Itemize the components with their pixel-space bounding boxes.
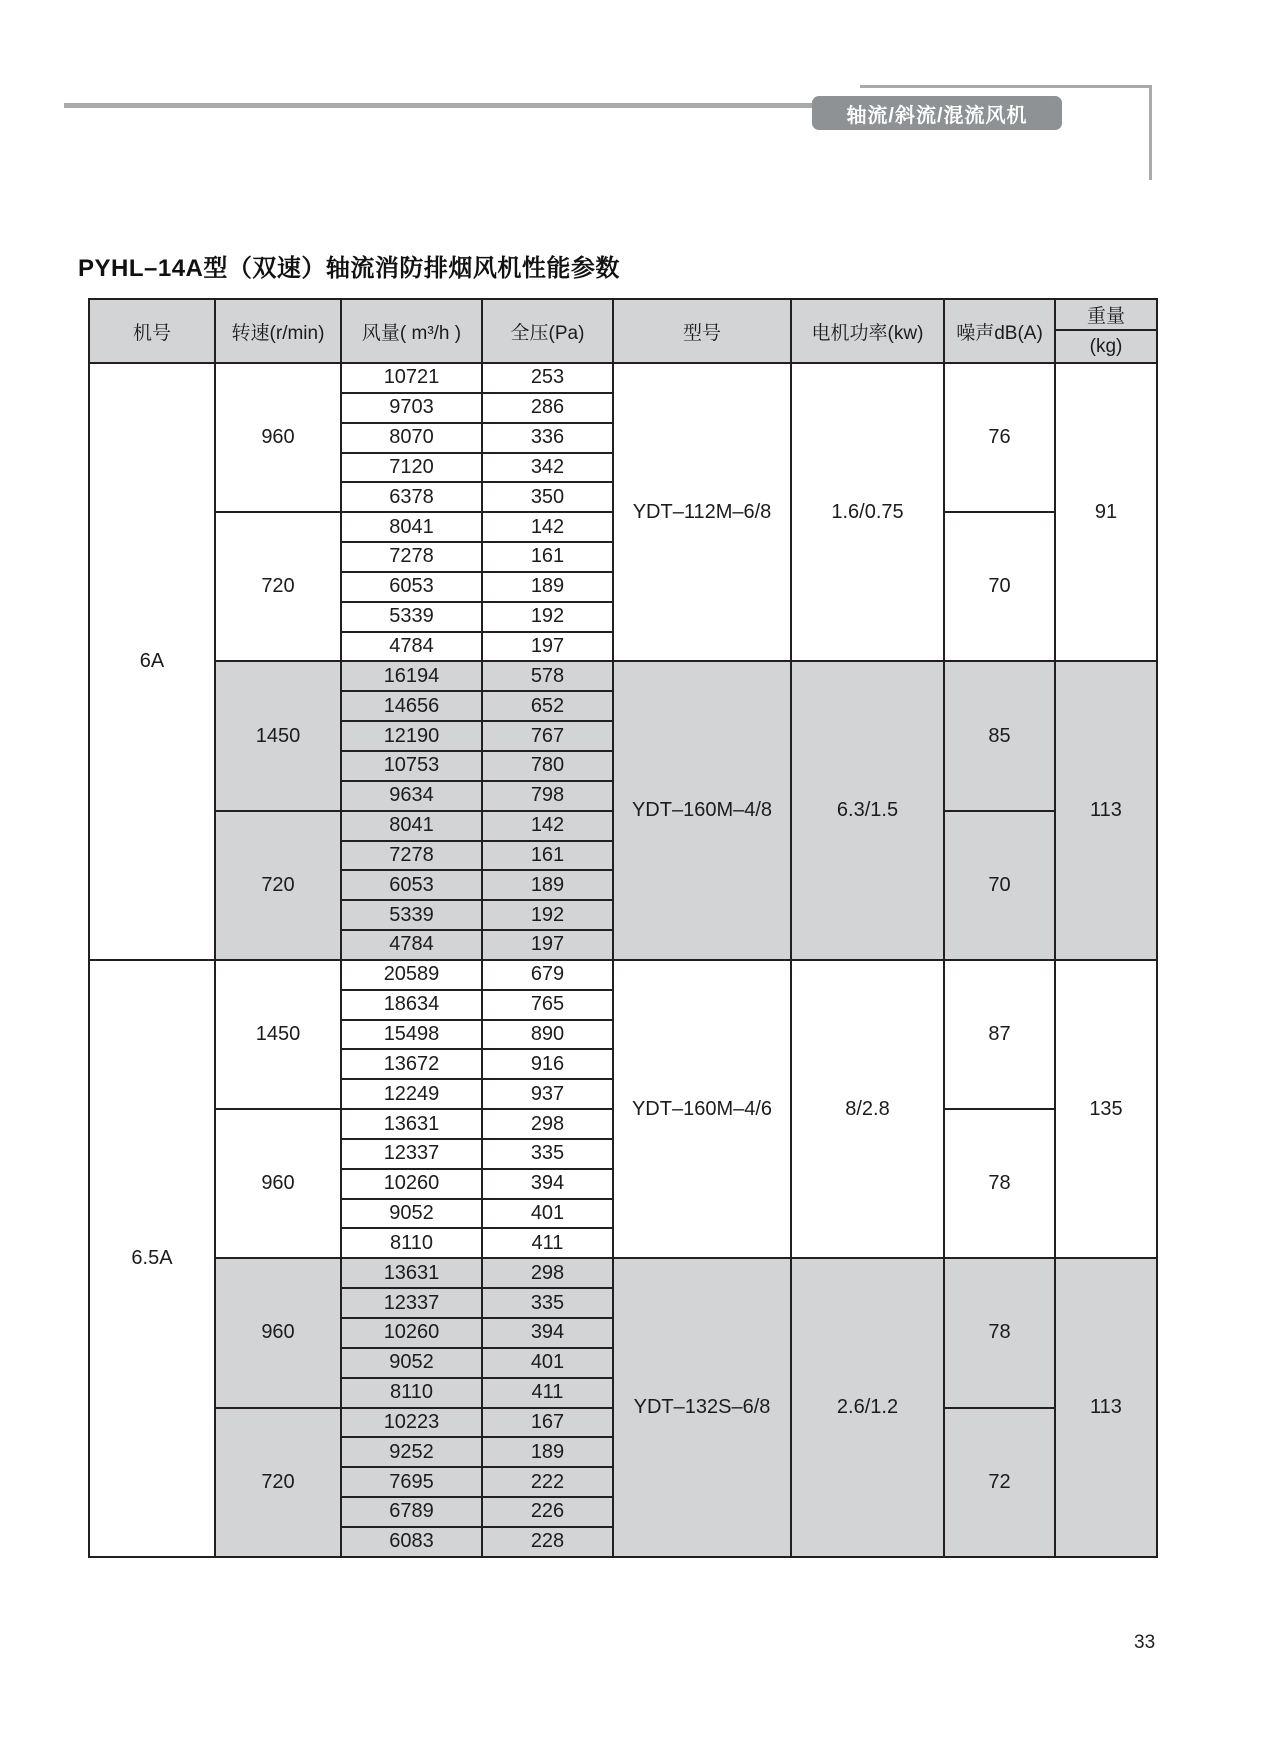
flow-cell: 7120 xyxy=(341,453,482,483)
speed-cell: 720 xyxy=(215,512,341,661)
flow-cell: 9252 xyxy=(341,1437,482,1467)
weight-cell: 135 xyxy=(1055,960,1157,1258)
pressure-cell: 937 xyxy=(482,1079,613,1109)
power-cell: 8/2.8 xyxy=(791,960,944,1258)
page-number: 33 xyxy=(1134,1632,1156,1653)
flow-cell: 10753 xyxy=(341,751,482,781)
flow-cell: 9052 xyxy=(341,1199,482,1229)
pressure-cell: 222 xyxy=(482,1467,613,1497)
category-badge: 轴流/斜流/混流风机 xyxy=(812,96,1062,130)
header-power: 电机功率(kw) xyxy=(791,299,944,363)
flow-cell: 6789 xyxy=(341,1497,482,1527)
flow-cell: 10223 xyxy=(341,1408,482,1438)
table-header xyxy=(89,299,1157,363)
pressure-cell: 192 xyxy=(482,900,613,930)
model-cell: YDT–132S–6/8 xyxy=(613,1258,791,1556)
pressure-cell: 161 xyxy=(482,841,613,871)
table-body xyxy=(89,363,1157,1557)
pressure-cell: 411 xyxy=(482,1228,613,1258)
header-pressure: 全压(Pa) xyxy=(482,299,613,363)
pressure-cell: 189 xyxy=(482,870,613,900)
pressure-cell: 336 xyxy=(482,423,613,453)
pressure-cell: 401 xyxy=(482,1199,613,1229)
header-weight-unit: (kg) xyxy=(1055,330,1157,363)
flow-cell: 8041 xyxy=(341,811,482,841)
header-noise: 噪声dB(A) xyxy=(944,299,1055,363)
table-row xyxy=(89,1258,1157,1288)
noise-cell: 78 xyxy=(944,1258,1055,1407)
pressure-cell: 578 xyxy=(482,661,613,691)
flow-cell: 12337 xyxy=(341,1139,482,1169)
flow-cell: 9052 xyxy=(341,1348,482,1378)
speed-cell: 720 xyxy=(215,811,341,960)
header-speed: 转速(r/min) xyxy=(215,299,341,363)
table-row xyxy=(89,960,1157,990)
noise-cell: 76 xyxy=(944,363,1055,512)
power-cell: 6.3/1.5 xyxy=(791,661,944,959)
flow-cell: 4784 xyxy=(341,930,482,960)
header-model: 型号 xyxy=(613,299,791,363)
pressure-cell: 197 xyxy=(482,632,613,662)
flow-cell: 6083 xyxy=(341,1527,482,1557)
flow-cell: 8041 xyxy=(341,512,482,542)
speed-cell: 960 xyxy=(215,363,341,512)
speed-cell: 1450 xyxy=(215,960,341,1109)
flow-cell: 9634 xyxy=(341,781,482,811)
flow-cell: 8070 xyxy=(341,423,482,453)
flow-cell: 18634 xyxy=(341,990,482,1020)
pressure-cell: 411 xyxy=(482,1378,613,1408)
flow-cell: 16194 xyxy=(341,661,482,691)
pressure-cell: 342 xyxy=(482,453,613,483)
pressure-cell: 226 xyxy=(482,1497,613,1527)
weight-cell: 113 xyxy=(1055,661,1157,959)
flow-cell: 5339 xyxy=(341,900,482,930)
decor-corner-line-horizontal xyxy=(860,85,1152,88)
noise-cell: 78 xyxy=(944,1109,1055,1258)
pressure-cell: 916 xyxy=(482,1049,613,1079)
flow-cell: 7278 xyxy=(341,542,482,572)
decor-thick-line xyxy=(64,103,812,108)
pressure-cell: 142 xyxy=(482,512,613,542)
pressure-cell: 798 xyxy=(482,781,613,811)
header-flow: 风量( m³/h ) xyxy=(341,299,482,363)
flow-cell: 12190 xyxy=(341,721,482,751)
performance-table xyxy=(88,298,1158,1558)
pressure-cell: 189 xyxy=(482,572,613,602)
flow-cell: 7278 xyxy=(341,841,482,871)
pressure-cell: 189 xyxy=(482,1437,613,1467)
flow-cell: 9703 xyxy=(341,393,482,423)
pressure-cell: 350 xyxy=(482,482,613,512)
header-weight: 重量 xyxy=(1055,299,1157,330)
flow-cell: 10260 xyxy=(341,1169,482,1199)
power-cell: 1.6/0.75 xyxy=(791,363,944,661)
page-title: PYHL–14A型（双速）轴流消防排烟风机性能参数 xyxy=(78,255,620,282)
flow-cell: 13631 xyxy=(341,1258,482,1288)
weight-cell: 91 xyxy=(1055,363,1157,661)
pressure-cell: 679 xyxy=(482,960,613,990)
flow-cell: 8110 xyxy=(341,1378,482,1408)
table-row xyxy=(89,661,1157,691)
pressure-cell: 767 xyxy=(482,721,613,751)
flow-cell: 4784 xyxy=(341,632,482,662)
pressure-cell: 298 xyxy=(482,1258,613,1288)
flow-cell: 6053 xyxy=(341,870,482,900)
pressure-cell: 197 xyxy=(482,930,613,960)
decor-corner-line-vertical xyxy=(1149,85,1152,180)
speed-cell: 1450 xyxy=(215,661,341,810)
noise-cell: 85 xyxy=(944,661,1055,810)
pressure-cell: 286 xyxy=(482,393,613,423)
pressure-cell: 142 xyxy=(482,811,613,841)
pressure-cell: 335 xyxy=(482,1139,613,1169)
machine-cell: 6.5A xyxy=(89,960,215,1557)
pressure-cell: 780 xyxy=(482,751,613,781)
flow-cell: 12337 xyxy=(341,1288,482,1318)
flow-cell: 20589 xyxy=(341,960,482,990)
flow-cell: 10721 xyxy=(341,363,482,393)
flow-cell: 12249 xyxy=(341,1079,482,1109)
noise-cell: 87 xyxy=(944,960,1055,1109)
flow-cell: 7695 xyxy=(341,1467,482,1497)
pressure-cell: 652 xyxy=(482,691,613,721)
flow-cell: 5339 xyxy=(341,602,482,632)
pressure-cell: 765 xyxy=(482,990,613,1020)
model-cell: YDT–112M–6/8 xyxy=(613,363,791,661)
pressure-cell: 253 xyxy=(482,363,613,393)
weight-cell: 113 xyxy=(1055,1258,1157,1556)
model-cell: YDT–160M–4/6 xyxy=(613,960,791,1258)
pressure-cell: 890 xyxy=(482,1020,613,1050)
pressure-cell: 394 xyxy=(482,1169,613,1199)
noise-cell: 70 xyxy=(944,512,1055,661)
pressure-cell: 394 xyxy=(482,1318,613,1348)
model-cell: YDT–160M–4/8 xyxy=(613,661,791,959)
flow-cell: 10260 xyxy=(341,1318,482,1348)
flow-cell: 13672 xyxy=(341,1049,482,1079)
pressure-cell: 192 xyxy=(482,602,613,632)
flow-cell: 14656 xyxy=(341,691,482,721)
noise-cell: 72 xyxy=(944,1408,1055,1557)
flow-cell: 8110 xyxy=(341,1228,482,1258)
pressure-cell: 167 xyxy=(482,1408,613,1438)
speed-cell: 960 xyxy=(215,1109,341,1258)
speed-cell: 960 xyxy=(215,1258,341,1407)
pressure-cell: 161 xyxy=(482,542,613,572)
speed-cell: 720 xyxy=(215,1408,341,1557)
header-machine: 机号 xyxy=(89,299,215,363)
noise-cell: 70 xyxy=(944,811,1055,960)
machine-cell: 6A xyxy=(89,363,215,960)
pressure-cell: 228 xyxy=(482,1527,613,1557)
flow-cell: 6053 xyxy=(341,572,482,602)
pressure-cell: 298 xyxy=(482,1109,613,1139)
flow-cell: 6378 xyxy=(341,482,482,512)
flow-cell: 13631 xyxy=(341,1109,482,1139)
pressure-cell: 401 xyxy=(482,1348,613,1378)
table-row xyxy=(89,363,1157,393)
flow-cell: 15498 xyxy=(341,1020,482,1050)
power-cell: 2.6/1.2 xyxy=(791,1258,944,1556)
pressure-cell: 335 xyxy=(482,1288,613,1318)
